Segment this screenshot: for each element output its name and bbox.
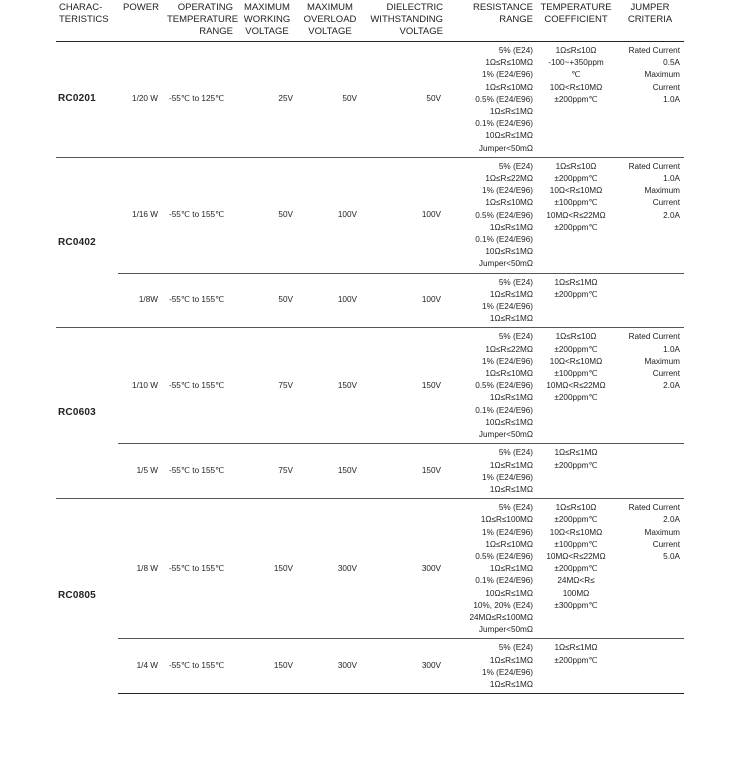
- cell-line: Rated Current: [628, 46, 680, 55]
- table-body: [56, 42, 684, 694]
- overload-voltage: 50V: [342, 94, 357, 104]
- cell-line: 0.5% (E24/E96): [475, 210, 533, 220]
- cell-line: 0.5% (E24/E96): [475, 551, 533, 561]
- resistance-range: [446, 328, 536, 444]
- resistance-range: [446, 42, 536, 158]
- overload-voltage: 300V: [298, 499, 362, 639]
- cell-line: 1Ω≤R≤1MΩ: [489, 679, 533, 689]
- dielectric-voltage: 100V: [362, 157, 446, 273]
- cell-line: Maximum: [644, 70, 680, 80]
- jumper-criteria: [616, 273, 684, 328]
- temperature-coefficient: [536, 157, 616, 273]
- cell-line: 5% (E24): [498, 161, 533, 171]
- cell-line: 1Ω≤R≤1MΩ: [554, 277, 598, 287]
- power-rating: 1/20 W: [132, 94, 158, 104]
- cell-line: 1Ω≤R≤10Ω: [555, 332, 597, 342]
- temperature-coefficient: [536, 273, 616, 328]
- cell-line: ±100ppm℃: [554, 198, 598, 208]
- cell-line: 1% (E24/E96): [482, 302, 533, 312]
- cell-line: 5.0A: [663, 551, 680, 561]
- table-row: [56, 444, 684, 499]
- dielectric-voltage: 50V: [426, 94, 441, 104]
- cell-line: 10Ω≤R≤1MΩ: [485, 131, 533, 141]
- cell-line: 1Ω≤R≤10MΩ: [485, 198, 533, 208]
- cell-line: 1Ω≤R≤1MΩ: [489, 393, 533, 403]
- power-rating: 1/5 W: [118, 444, 164, 499]
- jumper-criteria: [616, 157, 684, 273]
- power-rating: 1/8W: [118, 273, 164, 328]
- cell-line: ±200ppm℃: [554, 222, 598, 232]
- cell-line: 1Ω≤R≤1MΩ: [489, 222, 533, 232]
- cell-line: 0.1% (E24/E96): [475, 576, 533, 586]
- cell-line: 2.0A: [663, 515, 680, 525]
- header-dielectric-voltage: [362, 0, 446, 42]
- dielectric-voltage: 300V: [362, 639, 446, 694]
- table-row: [56, 499, 684, 639]
- operating-range: -55℃ to 155℃: [164, 444, 236, 499]
- series-name: RC0603: [56, 328, 118, 499]
- header-line: COEFFICIENT: [544, 14, 608, 25]
- temperature-coefficient: [536, 639, 616, 694]
- table-row: [56, 273, 684, 328]
- characteristics-table: [56, 0, 684, 694]
- header-line: CRITERIA: [627, 14, 673, 25]
- cell-line: ±100ppm℃: [554, 539, 598, 549]
- cell-line: 1Ω≤R≤1MΩ: [489, 107, 533, 117]
- cell-line: ±200ppm℃: [554, 94, 598, 104]
- temperature-coefficient: [536, 42, 616, 158]
- header-operating-temperature: [164, 0, 239, 42]
- cell-line: 1Ω≤R≤1MΩ: [489, 655, 533, 665]
- cell-line: 5% (E24): [498, 503, 533, 513]
- cell-line: Current: [652, 369, 680, 379]
- cell-line: ±300ppm℃: [554, 600, 598, 610]
- cell-line: ±200ppm℃: [554, 393, 598, 403]
- cell-line: 10Ω<R≤10MΩ: [549, 82, 603, 92]
- cell-line: 10Ω<R≤10MΩ: [549, 527, 603, 537]
- cell-line: 1Ω≤R≤22MΩ: [485, 174, 533, 184]
- cell-line: 1Ω≤R≤10MΩ: [485, 82, 533, 92]
- cell-line: Rated Current: [628, 332, 680, 342]
- power-rating: 1/4 W: [118, 639, 164, 694]
- header-line: RESISTANCE: [472, 2, 533, 13]
- operating-range: -55℃ to 155℃: [164, 157, 236, 273]
- header-line: VOLTAGE: [399, 26, 443, 37]
- cell-line: 2.0A: [663, 210, 680, 220]
- cell-line: Rated Current: [628, 503, 680, 513]
- cell-line: 1Ω≤R≤10MΩ: [485, 58, 533, 68]
- series-name: RC0201: [58, 93, 96, 105]
- cell-line: 10Ω<R≤10MΩ: [549, 356, 603, 366]
- working-voltage: 150V: [236, 639, 298, 694]
- cell-line: Current: [652, 198, 680, 208]
- cell-line: 1Ω≤R≤1MΩ: [554, 643, 598, 653]
- header-line: MAXIMUM: [307, 2, 353, 13]
- cell-line: 1Ω≤R≤10MΩ: [485, 539, 533, 549]
- dielectric-voltage: 100V: [362, 273, 446, 328]
- working-voltage: 75V: [236, 328, 298, 444]
- cell-line: 1.0A: [663, 94, 680, 104]
- cell-line: ±200ppm℃: [554, 344, 598, 354]
- header-jumper-criteria: [616, 0, 684, 42]
- header-line: RANGE: [199, 26, 233, 37]
- cell-line: Maximum: [644, 186, 680, 196]
- series-name: RC0402: [56, 157, 118, 328]
- cell-line: 1Ω≤R≤1MΩ: [489, 564, 533, 574]
- cell-line: 1Ω≤R≤1MΩ: [489, 460, 533, 470]
- cell-line: ±200ppm℃: [554, 460, 598, 470]
- table-row: [56, 328, 684, 444]
- power-rating: 1/16 W: [118, 157, 164, 273]
- header-line: DIELECTRIC: [386, 2, 443, 13]
- cell-line: 0.5% (E24/E96): [475, 381, 533, 391]
- cell-line: 1Ω≤R≤22MΩ: [485, 344, 533, 354]
- header-line: TERISTICS: [59, 14, 109, 25]
- cell-line: 24MΩ≤R≤100MΩ: [469, 612, 533, 622]
- operating-range: -55℃ to 125℃: [169, 94, 225, 104]
- header-line: TEMPERATURE: [540, 2, 612, 13]
- cell-line: 10Ω≤R≤1MΩ: [485, 417, 533, 427]
- jumper-criteria: [616, 328, 684, 444]
- working-voltage: 75V: [236, 444, 298, 499]
- cell-line: 1Ω≤R≤10Ω: [555, 46, 597, 55]
- cell-line: Jumper<50mΩ: [478, 143, 533, 153]
- cell-line: 1Ω≤R≤10Ω: [555, 161, 597, 171]
- working-voltage: 25V: [278, 94, 293, 104]
- cell-line: 2.0A: [663, 381, 680, 391]
- cell-line: 1Ω≤R≤1MΩ: [489, 484, 533, 494]
- cell-line: 10%, 20% (E24): [473, 600, 533, 610]
- jumper-criteria: [616, 639, 684, 694]
- cell-line: 5% (E24): [498, 332, 533, 342]
- cell-line: 0.5% (E24/E96): [475, 94, 533, 104]
- cell-line: Current: [652, 82, 680, 92]
- overload-voltage: 100V: [298, 273, 362, 328]
- temperature-coefficient: [536, 328, 616, 444]
- header-line: MAXIMUM: [244, 2, 290, 13]
- header-line: WORKING: [243, 14, 291, 25]
- cell-line: ℃: [571, 70, 581, 80]
- header-resistance-range: [446, 0, 536, 42]
- dielectric-voltage: 300V: [362, 499, 446, 639]
- cell-line: 10Ω≤R≤1MΩ: [485, 247, 533, 257]
- working-voltage: 150V: [236, 499, 298, 639]
- cell-line: 24MΩ<R≤: [557, 576, 595, 586]
- cell-line: ±200ppm℃: [554, 289, 598, 299]
- overload-voltage: 150V: [298, 328, 362, 444]
- working-voltage: 50V: [236, 273, 298, 328]
- cell-line: 1% (E24/E96): [482, 70, 533, 80]
- cell-line: 1Ω≤R≤1MΩ: [489, 314, 533, 324]
- temperature-coefficient: [536, 499, 616, 639]
- header-line: RANGE: [499, 14, 533, 25]
- resistance-range: [446, 273, 536, 328]
- cell-line: 1% (E24/E96): [482, 472, 533, 482]
- operating-range: -55℃ to 155℃: [164, 639, 236, 694]
- cell-line: 1% (E24/E96): [482, 667, 533, 677]
- cell-line: 100MΩ: [562, 588, 590, 598]
- dielectric-voltage: 150V: [362, 328, 446, 444]
- cell-line: 1Ω≤R≤1MΩ: [554, 448, 598, 458]
- cell-line: 10MΩ<R≤22MΩ: [546, 551, 606, 561]
- table-row: [56, 639, 684, 694]
- operating-range: -55℃ to 155℃: [164, 499, 236, 639]
- cell-line: ±100ppm℃: [554, 369, 598, 379]
- header-line: CHARAC-: [59, 2, 103, 13]
- cell-line: 1.0A: [663, 344, 680, 354]
- cell-line: ±200ppm℃: [554, 515, 598, 525]
- jumper-criteria: [616, 499, 684, 639]
- cell-line: 10Ω≤R≤1MΩ: [485, 588, 533, 598]
- resistance-range: [446, 157, 536, 273]
- jumper-criteria: [616, 42, 684, 158]
- cell-line: 10MΩ<R≤22MΩ: [546, 210, 606, 220]
- operating-range: -55℃ to 155℃: [164, 328, 236, 444]
- header-line: WITHSTANDING: [370, 14, 443, 25]
- cell-line: 1Ω≤R≤1MΩ: [489, 289, 533, 299]
- cell-line: 1% (E24/E96): [482, 527, 533, 537]
- header-line: POWER: [123, 2, 159, 13]
- cell-line: 1Ω≤R≤10MΩ: [485, 369, 533, 379]
- cell-line: 0.1% (E24/E96): [475, 405, 533, 415]
- cell-line: Jumper<50mΩ: [478, 625, 533, 635]
- temperature-coefficient: [536, 444, 616, 499]
- cell-line: Maximum: [644, 356, 680, 366]
- header-temperature-coefficient: [536, 0, 616, 42]
- header-overload-voltage: [298, 0, 362, 42]
- overload-voltage: 150V: [298, 444, 362, 499]
- cell-line: -100~+350ppm: [548, 58, 604, 68]
- header-line: TEMPERATURE: [167, 14, 239, 25]
- header-line: OPERATING: [177, 2, 233, 13]
- cell-line: Jumper<50mΩ: [478, 259, 533, 269]
- header-line: OVERLOAD: [303, 14, 357, 25]
- table-row: [56, 157, 684, 273]
- header-power: [118, 0, 164, 42]
- cell-line: 1% (E24/E96): [482, 356, 533, 366]
- cell-line: 1% (E24/E96): [482, 186, 533, 196]
- overload-voltage: 300V: [298, 639, 362, 694]
- series-name: RC0805: [56, 499, 118, 694]
- cell-line: 5% (E24): [498, 643, 533, 653]
- cell-line: 5% (E24): [498, 46, 533, 55]
- table-row: [56, 42, 684, 158]
- header-line: VOLTAGE: [245, 26, 289, 37]
- dielectric-voltage: 150V: [362, 444, 446, 499]
- cell-line: 1Ω≤R≤100MΩ: [480, 515, 533, 525]
- cell-line: 10MΩ<R≤22MΩ: [546, 381, 606, 391]
- header-line: JUMPER: [630, 2, 670, 13]
- working-voltage: 50V: [236, 157, 298, 273]
- cell-line: 5% (E24): [498, 448, 533, 458]
- cell-line: Jumper<50mΩ: [478, 430, 533, 440]
- cell-line: Current: [652, 539, 680, 549]
- cell-line: Rated Current: [628, 161, 680, 171]
- cell-line: Maximum: [644, 527, 680, 537]
- cell-line: 0.1% (E24/E96): [475, 235, 533, 245]
- cell-line: 5% (E24): [498, 277, 533, 287]
- table-header: [56, 0, 684, 42]
- cell-line: 0.1% (E24/E96): [475, 119, 533, 129]
- cell-line: 1Ω≤R≤10Ω: [555, 503, 597, 513]
- power-rating: 1/8 W: [118, 499, 164, 639]
- resistance-range: [446, 499, 536, 639]
- cell-line: 10Ω<R≤10MΩ: [549, 186, 603, 196]
- header-characteristics: [56, 0, 118, 42]
- overload-voltage: 100V: [298, 157, 362, 273]
- operating-range: -55℃ to 155℃: [164, 273, 236, 328]
- cell-line: ±200ppm℃: [554, 564, 598, 574]
- power-rating: 1/10 W: [118, 328, 164, 444]
- jumper-criteria: [616, 444, 684, 499]
- cell-line: ±200ppm℃: [554, 174, 598, 184]
- cell-line: 0.5A: [663, 58, 680, 68]
- cell-line: ±200ppm℃: [554, 655, 598, 665]
- resistance-range: [446, 444, 536, 499]
- resistance-range: [446, 639, 536, 694]
- header-working-voltage: [236, 0, 298, 42]
- header-line: VOLTAGE: [308, 26, 352, 37]
- cell-line: 1.0A: [663, 174, 680, 184]
